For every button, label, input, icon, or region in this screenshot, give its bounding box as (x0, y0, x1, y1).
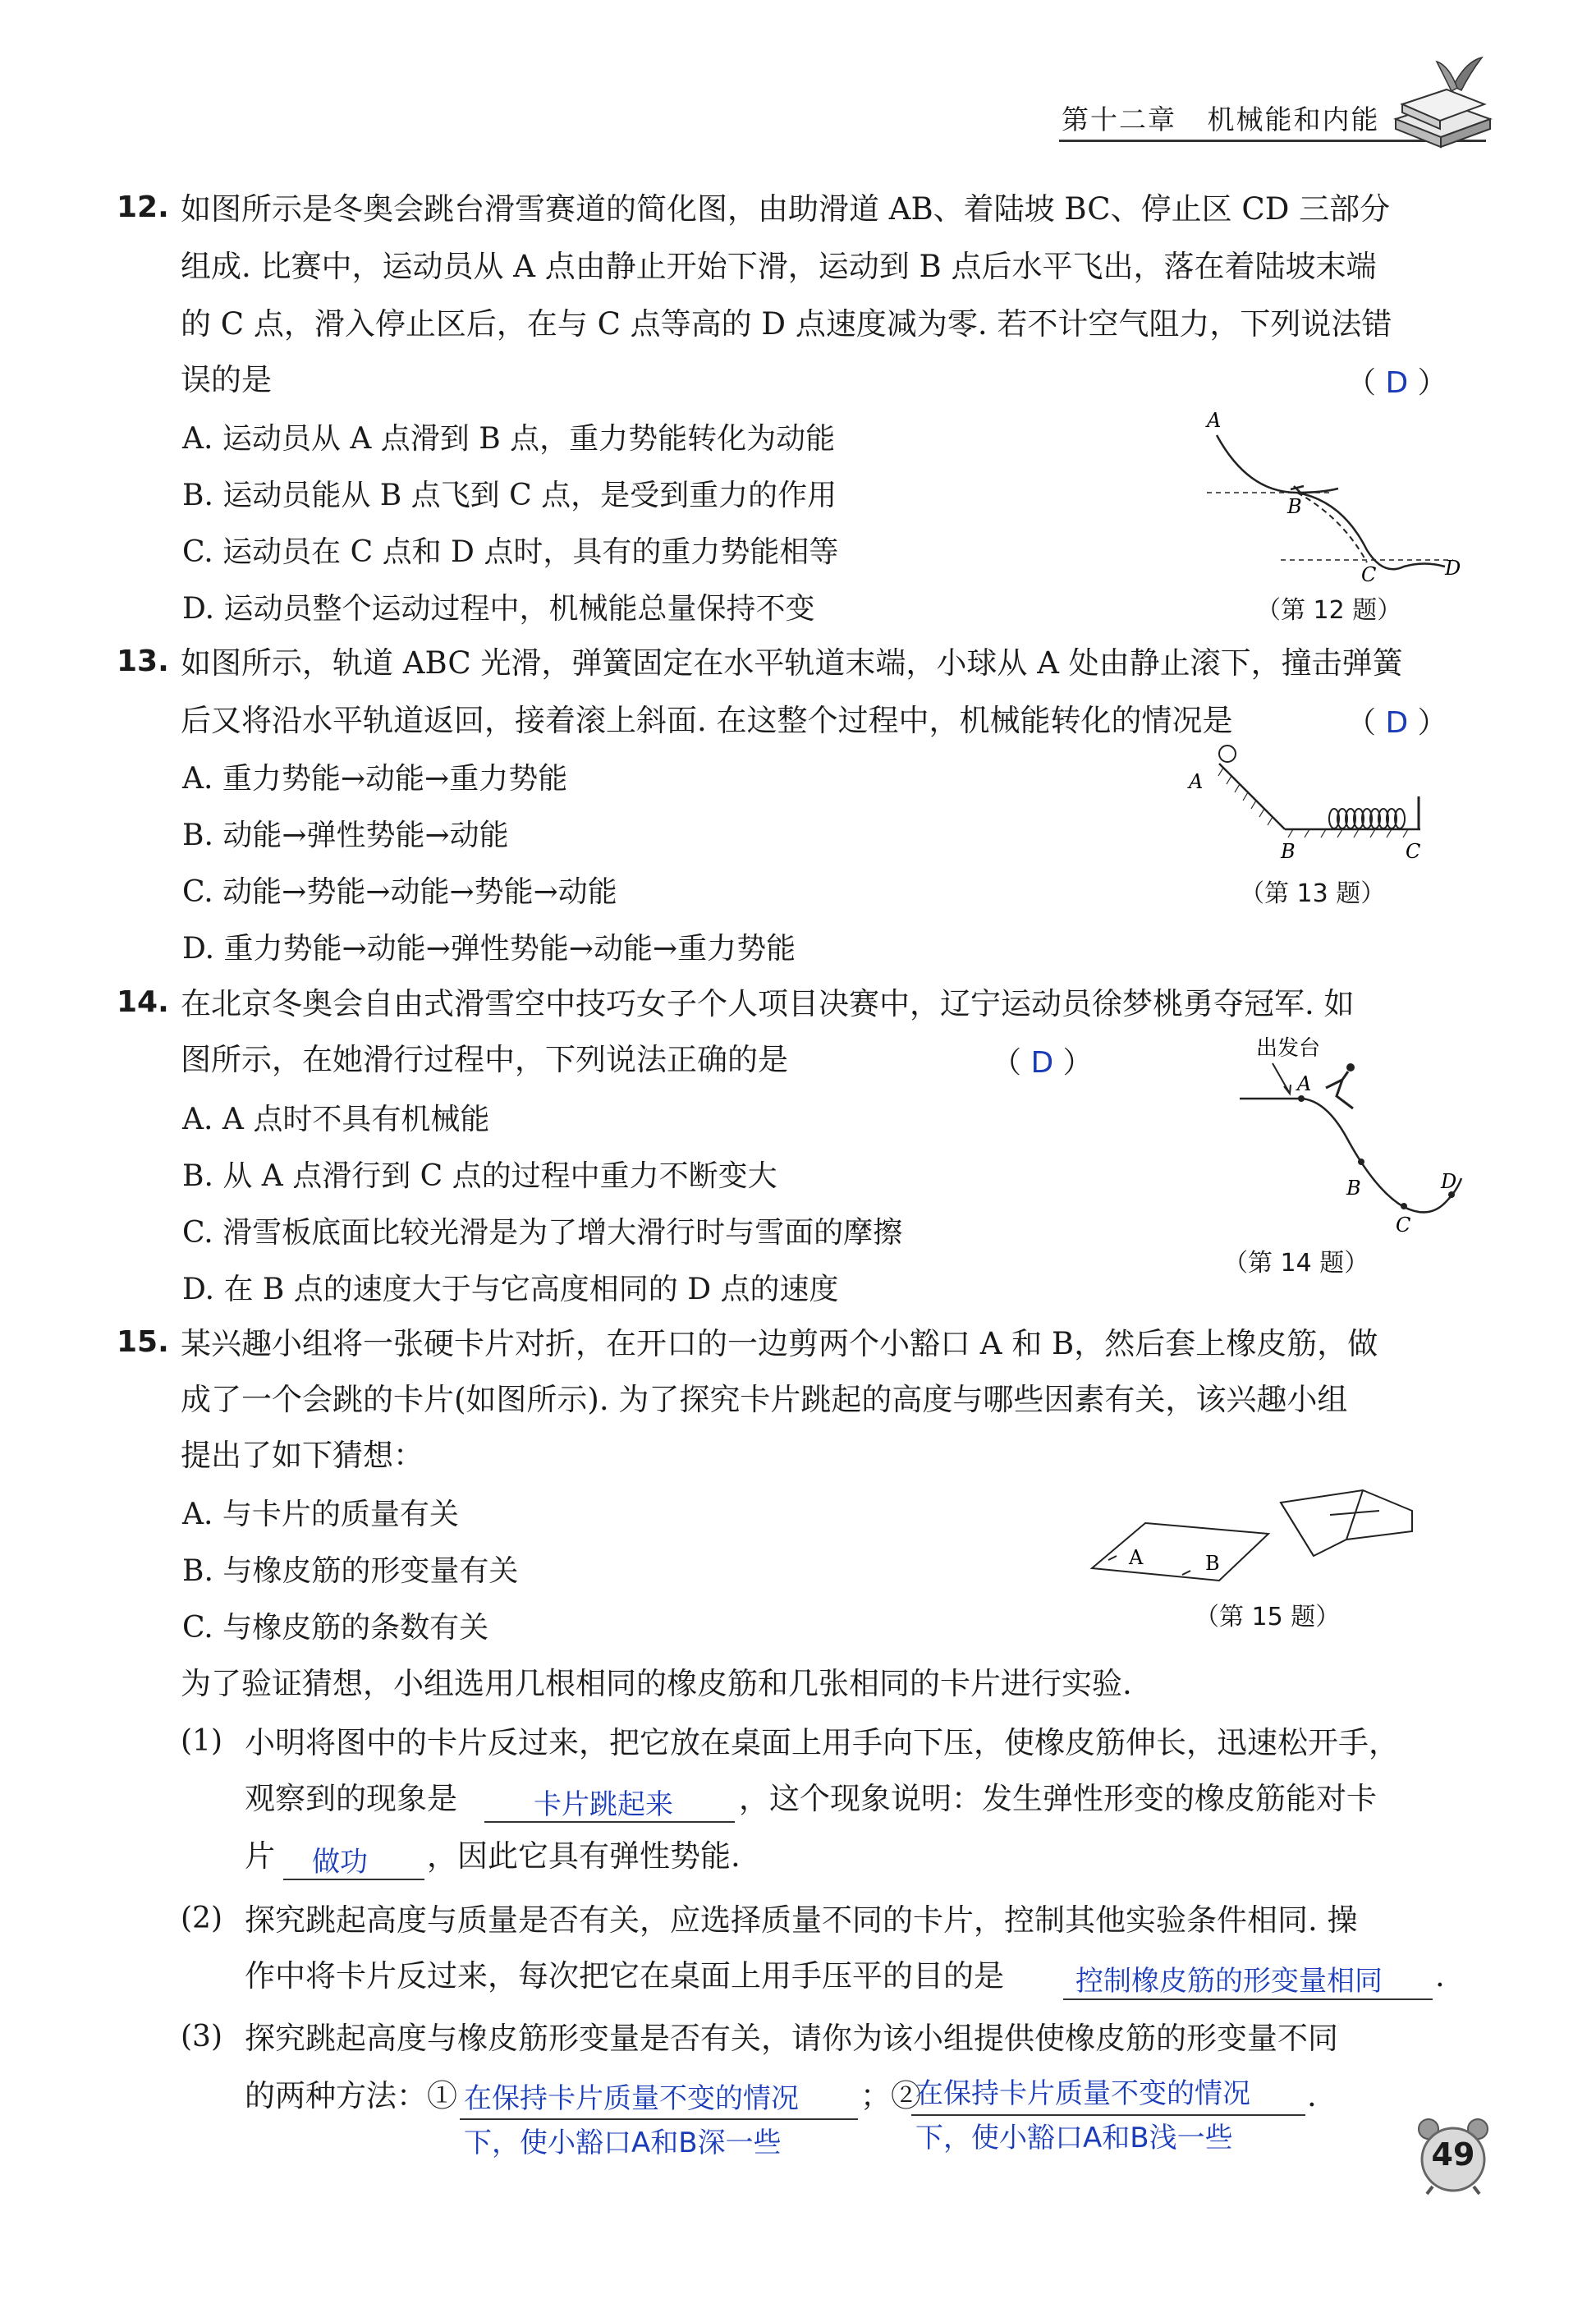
q12-ski-track-figure (1199, 411, 1470, 591)
q13-number: 13. (117, 645, 169, 678)
q14-stem-line-1: 在北京冬奥会自由式滑雪空中技巧女子个人项目决赛中，辽宁运动员徐梦桃勇夺冠军. 如 (181, 986, 1355, 1021)
q12-option-c: C. 运动员在 C 点和 D 点时，具有的重力势能相等 (182, 535, 839, 569)
q12-answer: D (1385, 366, 1409, 400)
q13-answer: D (1385, 706, 1409, 740)
q15-sub3-line-1: 探究跳起高度与橡皮筋形变量是否有关，请你为该小组提供使橡皮筋的形变量不同 (245, 2021, 1338, 2056)
q15-sub2-blank[interactable] (1063, 1998, 1433, 2000)
q13-caption: （第 13 题） (1240, 879, 1386, 908)
q12-stem-line-2: 组成. 比赛中，运动员从 A 点由静止开始下滑，运动到 B 点后水平飞出，落在着陆坡末端 (181, 249, 1377, 284)
q15-stem-line-3: 提出了如下猜想： (181, 1438, 424, 1473)
q13-option-c: C. 动能→势能→动能→势能→动能 (182, 875, 617, 909)
q15-label-b: B (1205, 1552, 1220, 1575)
q14-number: 14. (117, 985, 169, 1019)
q13-spring-track-figure (1174, 747, 1445, 870)
q13-option-a: A. 重力势能→动能→重力势能 (182, 762, 568, 796)
q15-sub3-line-2-pre: 的两种方法：① (245, 2078, 457, 2113)
chapter-number: 第十二章 (1062, 103, 1176, 135)
q15-sub3-number: (3) (181, 2020, 222, 2053)
q13-stem-line-1: 如图所示，轨道 ABC 光滑，弹簧固定在水平轨道末端，小球从 A 处由静止滚下，撞击弹簧 (181, 645, 1403, 681)
q12-stem-line-1: 如图所示是冬奥会跳台滑雪赛道的简化图，由助滑道 AB、着陆坡 BC、停止区 CD 三部分 (181, 191, 1391, 227)
q15-intro: 为了验证猜想，小组选用几根相同的橡皮筋和几张相同的卡片进行实验. (181, 1666, 1132, 1701)
q12-option-b: B. 运动员能从 B 点飞到 C 点，是受到重力的作用 (182, 479, 837, 512)
q13-stem-line-2: 后又将沿水平轨道返回，接着滚上斜面. 在这整个过程中，机械能转化的情况是 (181, 703, 1233, 738)
q14-label-c: C (1396, 1214, 1411, 1237)
q14-label-a: A (1297, 1072, 1312, 1095)
q13-option-b: B. 动能→弹性势能→动能 (182, 819, 509, 852)
q13-label-a: A (1189, 770, 1204, 793)
q12-option-a: A. 运动员从 A 点滑到 B 点，重力势能转化为动能 (182, 422, 836, 456)
q15-stem-line-1: 某兴趣小组将一张硬卡片对折，在开口的一边剪两个小豁口 A 和 B，然后套上橡皮筋，做 (181, 1326, 1378, 1361)
q14-option-d: D. 在 B 点的速度大于与它高度相同的 D 点的速度 (182, 1273, 839, 1306)
q15-sub3-answer-2-line-1: 在保持卡片质量不变的情况 (915, 2077, 1250, 2110)
q14-answer: D (1030, 1046, 1054, 1080)
q13-answer-box: （ D ） (1346, 706, 1447, 740)
q15-stem-line-2: 成了一个会跳的卡片(如图所示). 为了探究卡片跳起的高度与哪些因素有关，该兴趣小组 (181, 1382, 1348, 1417)
q12-answer-box: （ D ） (1346, 366, 1447, 400)
q12-label-b: B (1287, 495, 1302, 518)
q14-option-b: B. 从 A 点滑行到 C 点的过程中重力不断变大 (182, 1159, 777, 1193)
q13-option-d: D. 重力势能→动能→弹性势能→动能→重力势能 (182, 932, 796, 966)
q15-sub1-number: (1) (181, 1724, 222, 1758)
q14-caption: （第 14 题） (1223, 1249, 1369, 1278)
q15-number: 15. (117, 1325, 169, 1359)
q15-sub1-line-3-pre: 片 (245, 1838, 275, 1874)
q14-stem-line-2: 图所示，在她滑行过程中，下列说法正确的是 (181, 1042, 788, 1077)
q15-sub1-line-1: 小明将图中的卡片反过来，把它放在桌面上用手向下压，使橡皮筋伸长，迅速松开手， (245, 1725, 1399, 1760)
q12-caption: （第 12 题） (1256, 596, 1402, 625)
q12-label-c: C (1361, 563, 1377, 586)
q13-label-c: C (1406, 840, 1421, 863)
q15-sub1-answer-1: 卡片跳起来 (534, 1788, 673, 1821)
q14-option-c: C. 滑雪板底面比较光滑是为了增大滑行时与雪面的摩擦 (182, 1216, 903, 1250)
q15-sub3-end: . (1307, 2078, 1317, 2113)
q15-sub3-answer-1-line-1: 在保持卡片质量不变的情况 (464, 2082, 799, 2115)
q15-option-a: A. 与卡片的质量有关 (182, 1498, 459, 1531)
q15-sub1-line-2-pre: 观察到的现象是 (245, 1781, 457, 1816)
q15-sub2-line-2-post: . (1435, 1958, 1445, 1994)
q14-aerials-track-figure (1190, 1030, 1470, 1244)
q15-sub2-answer: 控制橡皮筋的形变量相同 (1075, 1965, 1383, 1998)
chapter-title: 机械能和内能 (1207, 103, 1380, 135)
q15-option-c: C. 与橡皮筋的条数有关 (182, 1611, 489, 1645)
book-stack-icon (1387, 53, 1494, 152)
q15-sub2-line-1: 探究跳起高度与质量是否有关，应选择质量不同的卡片，控制其他实验条件相同. 操 (245, 1902, 1358, 1938)
q15-sub1-line-3-post: ，因此它具有弹性势能. (427, 1838, 741, 1874)
q15-sub1-answer-2: 做功 (312, 1846, 368, 1879)
q14-label-d: D (1441, 1170, 1457, 1193)
q13-label-b: B (1281, 840, 1296, 863)
q15-sub2-number: (2) (181, 1902, 222, 1935)
q14-label-b: B (1346, 1177, 1361, 1200)
q15-sub2-line-2-pre: 作中将卡片反过来，每次把它在桌面上用手压平的目的是 (245, 1958, 1004, 1994)
q12-label-d: D (1445, 557, 1461, 580)
q12-label-a: A (1207, 409, 1222, 432)
q15-option-b: B. 与橡皮筋的形变量有关 (182, 1554, 519, 1588)
q14-answer-box: （ D ） (992, 1046, 1093, 1080)
q15-sub3-answer-2-line-2: 下，使小豁口A和B浅一些 (915, 2122, 1233, 2154)
q15-label-a: A (1129, 1546, 1144, 1569)
q12-option-d: D. 运动员整个运动过程中，机械能总量保持不变 (182, 592, 815, 626)
page-number: 49 (1431, 2136, 1475, 2173)
chapter-header (1062, 99, 1379, 137)
q14-option-a: A. A 点时不具有机械能 (182, 1103, 490, 1136)
q15-sub3-mid: ；② (860, 2078, 921, 2113)
q12-stem-line-4: 误的是 (181, 362, 272, 397)
q14-label-start: 出发台 (1256, 1036, 1321, 1061)
q12-stem-line-3: 的 C 点，滑入停止区后，在与 C 点等高的 D 点速度减为零. 若不计空气阻力，下列说法错 (181, 306, 1392, 342)
q15-sub1-line-2-post: ，这个现象说明：发生弹性形变的橡皮筋能对卡 (739, 1781, 1377, 1816)
q12-number: 12. (117, 190, 169, 224)
q15-caption: （第 15 题） (1195, 1603, 1341, 1631)
q15-jumping-card-figure (1084, 1478, 1437, 1593)
q15-sub3-answer-1-line-2: 下，使小豁口A和B深一些 (464, 2127, 782, 2159)
